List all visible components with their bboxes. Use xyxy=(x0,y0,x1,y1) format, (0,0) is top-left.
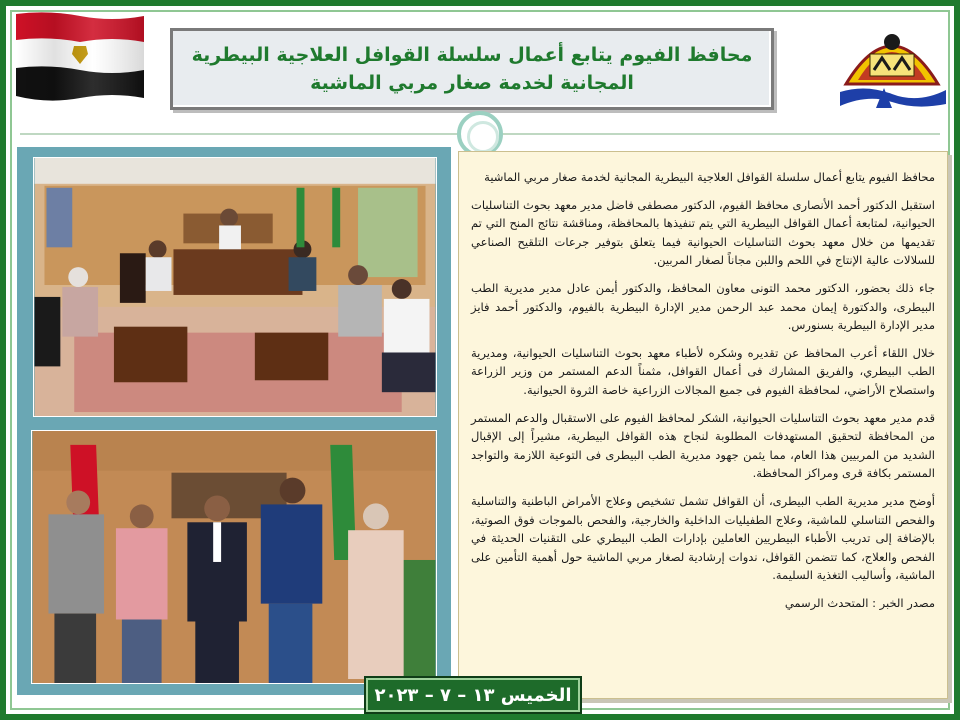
photo-panel xyxy=(17,147,451,695)
article-source: مصدر الخبر : المتحدث الرسمي xyxy=(784,595,935,610)
egypt-flag-icon xyxy=(14,10,146,102)
article-body xyxy=(458,151,948,699)
article-lead: محافظ الفيوم يتابع أعمال سلسلة القوافل العلاجية البيطرية المجانية لخدمة صغار مربي الماشية xyxy=(484,170,935,184)
article-paragraph: قدم مدير معهد بحوث التناسليات الحيوانية، الشكر لمحافظ الفيوم على الاستقبال والدعم المستمر من المحافظة لتحقيق المستهدفات المطلوبة لنجاح هذه القوافل البيطرية، مشيراً إلى الإقبال الشديد من المربيين هذا العام، مما يثمن جهود مديرية الطب البيطرى فى التوعية اللازمة والتواجد المستمر بكافة قرى ومراكز المحافظة. xyxy=(471,410,935,481)
date-badge: الخميس ١٣ – ٧ – ٢٠٢٣ xyxy=(364,676,582,714)
headline-box xyxy=(170,28,774,110)
article-paragraph: استقبل الدكتور أحمد الأنصارى محافظ الفيوم، الدكتور مصطفى فاضل مدير معهد بحوث التناسليات الحيوانية، لمتابعة أعمال القوافل البيطرية التي يتم تنفيذها بالمحافظة، ومناقشة نتائج المنح التي تم تقديمها من خلال معهد بحوث التناسليات الحيوانية فيما يتعلق بتوفير جرعات التلقيح الصناعي للسلالات عالية الإنتاج في اللحم واللبن مجاناً لصغار المربين. xyxy=(471,197,935,268)
article-paragraph: خلال اللقاء أعرب المحافظ عن تقديره وشكره لأطباء معهد بحوث التناسليات الحيوانية، ومديرية الطب البيطري، والفريق المشارك فى أعمال القوافل، مثمناً الدعم المستمر من وزير الزراعة واستصلاح الأراضي، لمحافظة الفيوم فى جميع المجالات الزراعية خاصة الثروة الحيوانية. xyxy=(471,345,935,397)
fayoum-governorate-logo-icon xyxy=(836,14,948,114)
group-standing-photo xyxy=(31,430,437,684)
meeting-office-photo xyxy=(33,157,437,417)
headline-title: محافظ الفيوم يتابع أعمال سلسلة القوافل العلاجية البيطرية المجانية لخدمة صغار مربي الماشية xyxy=(191,44,753,94)
article-paragraph: جاء ذلك بحضور، الدكتور محمد التونى معاون المحافظ، والدكتور أيمن عادل مدير مديرية الطب البيطرى، والدكتورة إيمان محمد عبد الرحمن مدير الإدارة البيطرية بالفيوم، والدكتور أحمد فايز مدير الإدارة البيطرية بسنورس. xyxy=(471,280,935,333)
article-paragraph: أوضح مدير مديرية الطب البيطرى، أن القوافل تشمل تشخيص وعلاج الأمراض الباطنية والتناسلية والفحص التناسلي للماشية، وعلاج الطفيليات الداخلية والخارجية، والفحص بالموجات فوق الصوتية، بالإضافة إلى تدريب الأطباء البيطريين العاملين بإدارات الطب البيطري على التقنيات الحديثة في الفحص والعلاج، كما تتضمن القوافل، ندوات إرشادية لصغار مربي الماشية حول أهمية التأمين على الماشية، وأساليب التغذية السليمة. xyxy=(471,493,935,583)
